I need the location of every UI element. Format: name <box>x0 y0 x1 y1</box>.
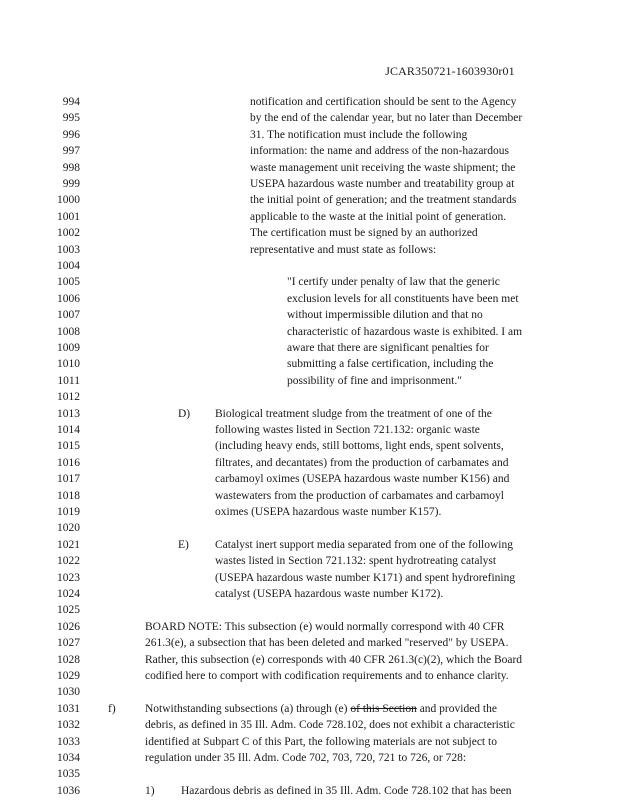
line-number: 1032 <box>57 719 80 732</box>
quote-line: aware that there are significant penalties for <box>287 342 489 354</box>
text-line: carbamoyl oximes (USEPA hazardous waste number K156) and <box>215 473 510 486</box>
board-note-line: Rather, this subsection (e) corresponds with 40 CFR 261.3(c)(2), which the Board <box>145 653 523 666</box>
text-line: regulation under 35 Ill. Adm. Code 702, 703, 720, 721 to 726, or 728: <box>145 752 467 764</box>
text-line: oximes (USEPA hazardous waste number K157). <box>215 506 442 518</box>
line-number: 1025 <box>57 604 80 617</box>
subsection-label-f: f) <box>108 702 116 715</box>
text-line: USEPA hazardous waste number and treatability group at <box>250 178 515 190</box>
text-line: (including heavy ends, still bottoms, light ends, spent solvents, <box>215 440 504 453</box>
board-note-line: codified here to comport with codification requirements and to enhance clarity. <box>145 670 509 682</box>
text-line: waste management unit receiving the waste shipment; the <box>250 161 516 174</box>
text-line: information: the name and address of the non-hazardous <box>250 145 509 158</box>
line-number: 1030 <box>57 686 80 699</box>
line-number: 1020 <box>57 522 80 535</box>
text-line-with-strikethrough: Notwithstanding subsections (a) through (e) of this Section and provided the <box>145 702 497 715</box>
line-number: 1006 <box>57 292 80 305</box>
line-number: 1013 <box>57 407 80 420</box>
text-line: 31. The notification must include the following <box>250 128 468 141</box>
text-line: the initial point of generation; and the treatment standards <box>250 194 517 207</box>
board-note-line: 261.3(e), a subsection that has been deleted and marked "reserved" by USEPA. <box>145 637 509 650</box>
line-number: 997 <box>62 145 80 158</box>
text-line: Hazardous debris as defined in 35 Ill. Adm. Code 728.102 that has been <box>181 784 512 797</box>
line-number: 999 <box>62 178 80 190</box>
line-number: 1033 <box>57 735 80 748</box>
line-number: 1019 <box>57 506 80 518</box>
quote-line: submitting a false certification, including the <box>287 358 494 371</box>
text-line: representative and must state as follows: <box>250 243 437 256</box>
line-number: 996 <box>62 128 80 141</box>
line-number: 1011 <box>57 374 80 387</box>
line-number: 1003 <box>57 243 80 256</box>
line-number: 998 <box>62 161 80 174</box>
subsection-label-d: D) <box>178 407 191 420</box>
line-number: 1021 <box>57 538 80 551</box>
line-number: 1010 <box>57 358 80 371</box>
text-line: Catalyst inert support media separated from one of the following <box>215 538 513 551</box>
text-line: The certification must be signed by an authorized <box>250 227 478 240</box>
board-note-line: BOARD NOTE: This subsection (e) would normally correspond with 40 CFR <box>145 620 505 633</box>
line-number: 1009 <box>57 342 80 354</box>
line-number: 1024 <box>57 588 80 600</box>
line-number: 1027 <box>57 637 80 650</box>
line-number: 1022 <box>57 555 80 568</box>
deleted-text: of this Section <box>350 702 417 715</box>
quote-line: possibility of fine and imprisonment." <box>287 374 462 387</box>
line-number: 1015 <box>57 440 80 453</box>
line-number: 1000 <box>57 194 80 207</box>
text-line: notification and certification should be sent to the Agency <box>250 96 517 108</box>
quote-line: exclusion levels for all constituents have been met <box>287 292 519 305</box>
text-line: following wastes listed in Section 721.132: organic waste <box>215 424 480 436</box>
line-number: 1035 <box>57 768 80 781</box>
line-number: 1018 <box>57 489 80 502</box>
line-number: 995 <box>62 112 80 125</box>
document-id: JCAR350721-1603930r01 <box>385 64 515 78</box>
line-number: 1007 <box>57 309 80 322</box>
line-number: 1023 <box>57 571 80 584</box>
line-number: 1001 <box>57 210 80 223</box>
line-number: 1014 <box>57 424 80 436</box>
subsection-label-e: E) <box>178 538 189 551</box>
text-line: identified at Subpart C of this Part, the following materials are not subject to <box>145 735 497 748</box>
line-number: 1028 <box>57 653 80 666</box>
text-line: wastewaters from the production of carbamates and carbamoyl <box>215 489 504 502</box>
line-number: 1012 <box>57 391 80 404</box>
text-line: catalyst (USEPA hazardous waste number K172). <box>215 588 444 600</box>
line-number: 1005 <box>57 276 80 289</box>
line-number: 1031 <box>57 702 80 715</box>
line-number: 1016 <box>57 456 80 469</box>
line-number: 1034 <box>57 752 80 764</box>
line-number: 1036 <box>57 784 80 797</box>
text-line: Biological treatment sludge from the treatment of one of the <box>215 407 492 420</box>
text-line: by the end of the calendar year, but no later than December <box>250 112 523 125</box>
text-line: filtrates, and decantates) from the production of carbamates and <box>215 456 509 469</box>
line-number: 1008 <box>57 325 80 338</box>
quote-line: "I certify under penalty of law that the generic <box>287 276 500 289</box>
text-line: debris, as defined in 35 Ill. Adm. Code 728.102, does not exhibit a characteristic <box>145 719 515 732</box>
text-line: applicable to the waste at the initial point of generation. <box>250 210 507 223</box>
line-number: 1004 <box>57 260 80 272</box>
line-number: 1017 <box>57 473 80 486</box>
line-number: 1029 <box>57 670 80 682</box>
line-number: 1002 <box>57 227 80 240</box>
quote-line: without impermissible dilution and that no <box>287 309 483 322</box>
text-line: wastes listed in Section 721.132: spent hydrotreating catalyst <box>215 555 497 568</box>
quote-line: characteristic of hazardous waste is exhibited. I am <box>287 325 523 338</box>
item-label-1: 1) <box>145 784 155 797</box>
line-number: 1026 <box>57 620 80 633</box>
text-line: (USEPA hazardous waste number K171) and spent hydrorefining <box>215 571 516 584</box>
line-number: 994 <box>62 96 80 108</box>
